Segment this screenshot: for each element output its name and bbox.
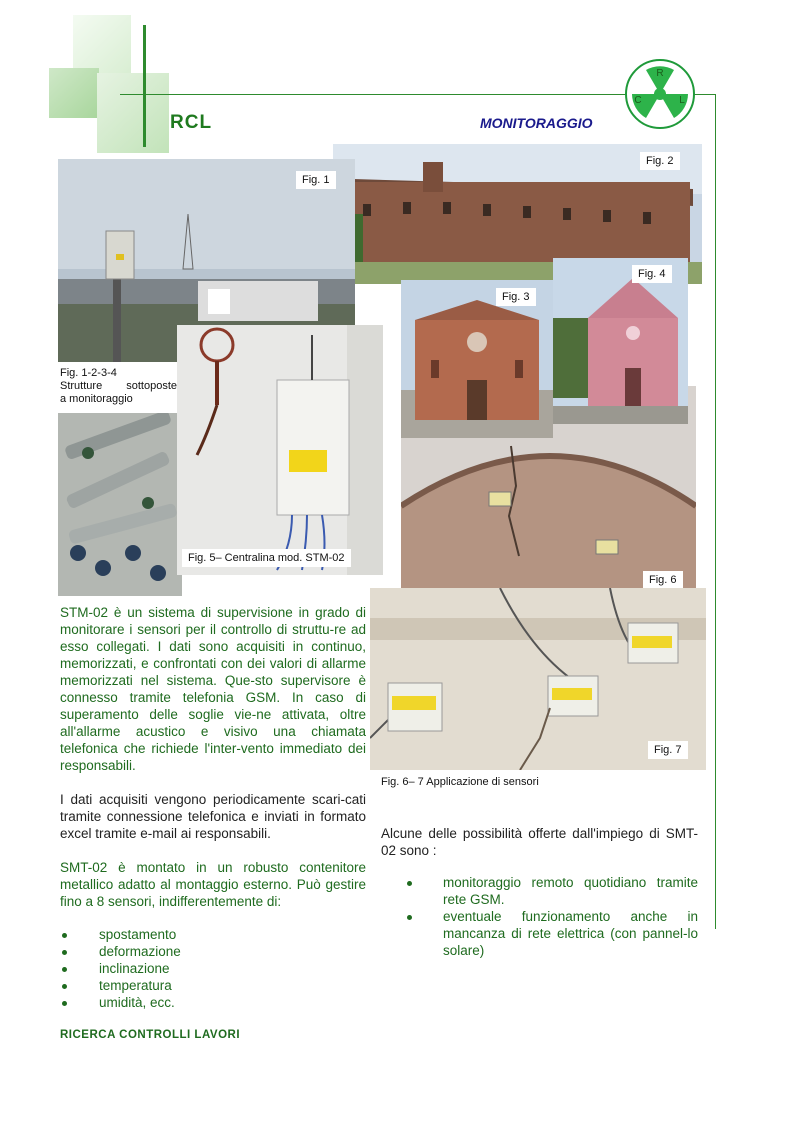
list-item-label: deformazione	[99, 944, 181, 959]
list-item	[60, 926, 360, 943]
brand-name: RCL	[170, 112, 213, 133]
paragraph-intro: STM-02 è un sistema di supervisione in grado di monitorare i sensori per il controllo di struttu-re ad esso collegati. I dati sono acquisiti in continuo, memorizzati, e confrontati con dei valori di allarme memorizzati nel sistema. Que-sto supervisore è connesso tramite telefonia GSM. In caso di superamento delle soglie vie-ne attivata, oltre all'allarme acustico e visivo una chiamata telefonica che richiede l'inter-vento immediato dei responsabili.	[60, 605, 366, 773]
caption-fig1234	[60, 367, 177, 406]
decor-square-1	[73, 15, 131, 73]
logo-letter-c: C	[634, 95, 642, 106]
bullet-icon	[62, 984, 67, 989]
photo-sensors-pile	[58, 413, 182, 596]
paragraph-data-download: I dati acquisiti vengono periodicamente scari-cati tramite connessione telefonica e inviati in formato excel tramite e-mail ai responsabili.	[60, 792, 366, 841]
list-item	[60, 977, 360, 994]
paragraph-options-intro: Alcune delle possibilità offerte dall'impiego di SMT-02 sono :	[381, 826, 698, 858]
caption-fig1234-line2: Strutture sottoposte	[60, 380, 177, 392]
fig2-label: Fig. 2	[640, 152, 680, 170]
footer-company-name: RICERCA CONTROLLI LAVORI	[60, 1029, 241, 1041]
list-item-label: temperatura	[99, 978, 172, 993]
bullet-icon	[62, 967, 67, 972]
fig3-label: Fig. 3	[496, 288, 536, 306]
logo-letter-l: L	[679, 95, 685, 106]
caption-fig1234-line3: a monitoraggio	[60, 393, 133, 405]
list-item-label: eventuale funzionamento anche in mancanza di rete elettrica (con pannel-lo solare)	[443, 909, 698, 958]
list-item-label: monitoraggio remoto quotidiano tramite rete GSM.	[443, 875, 698, 907]
rcl-logo	[624, 58, 696, 130]
fig6-label: Fig. 6	[643, 571, 683, 589]
fig7-label: Fig. 7	[648, 741, 688, 759]
list-item-label: umidità, ecc.	[99, 995, 175, 1010]
options-list	[405, 874, 698, 959]
list-item	[60, 994, 360, 1011]
bullet-icon	[62, 1001, 67, 1006]
logo-letter-r: R	[656, 68, 664, 79]
list-item	[60, 943, 360, 960]
sensor-list	[60, 926, 360, 1011]
bullet-icon	[62, 950, 67, 955]
caption-fig67: Fig. 6– 7 Applicazione di sensori	[381, 776, 539, 788]
section-title: MONITORAGGIO	[480, 115, 593, 131]
header-vertical-rule	[143, 25, 146, 147]
list-item-label: inclinazione	[99, 961, 170, 976]
caption-fig1234-line1: Fig. 1-2-3-4	[60, 367, 117, 379]
list-item	[405, 874, 698, 908]
list-item-label: spostamento	[99, 927, 177, 942]
decor-square-2	[49, 68, 99, 118]
right-margin-rule	[715, 94, 716, 929]
fig5-label: Fig. 5– Centralina mod. STM-02	[182, 549, 351, 567]
photo-fig5-control-unit	[177, 325, 383, 575]
bullet-icon	[407, 915, 412, 920]
list-item	[60, 960, 360, 977]
fig4-label: Fig. 4	[632, 265, 672, 283]
bullet-icon	[407, 881, 412, 886]
paragraph-enclosure: SMT-02 è montato in un robusto contenitore metallico adatto al montaggio esterno. Può gestire fino a 8 sensori, indifferentemente di:	[60, 860, 366, 909]
bullet-icon	[62, 933, 67, 938]
decor-square-3	[97, 73, 169, 153]
list-item	[405, 908, 698, 959]
fig1-label: Fig. 1	[296, 171, 336, 189]
